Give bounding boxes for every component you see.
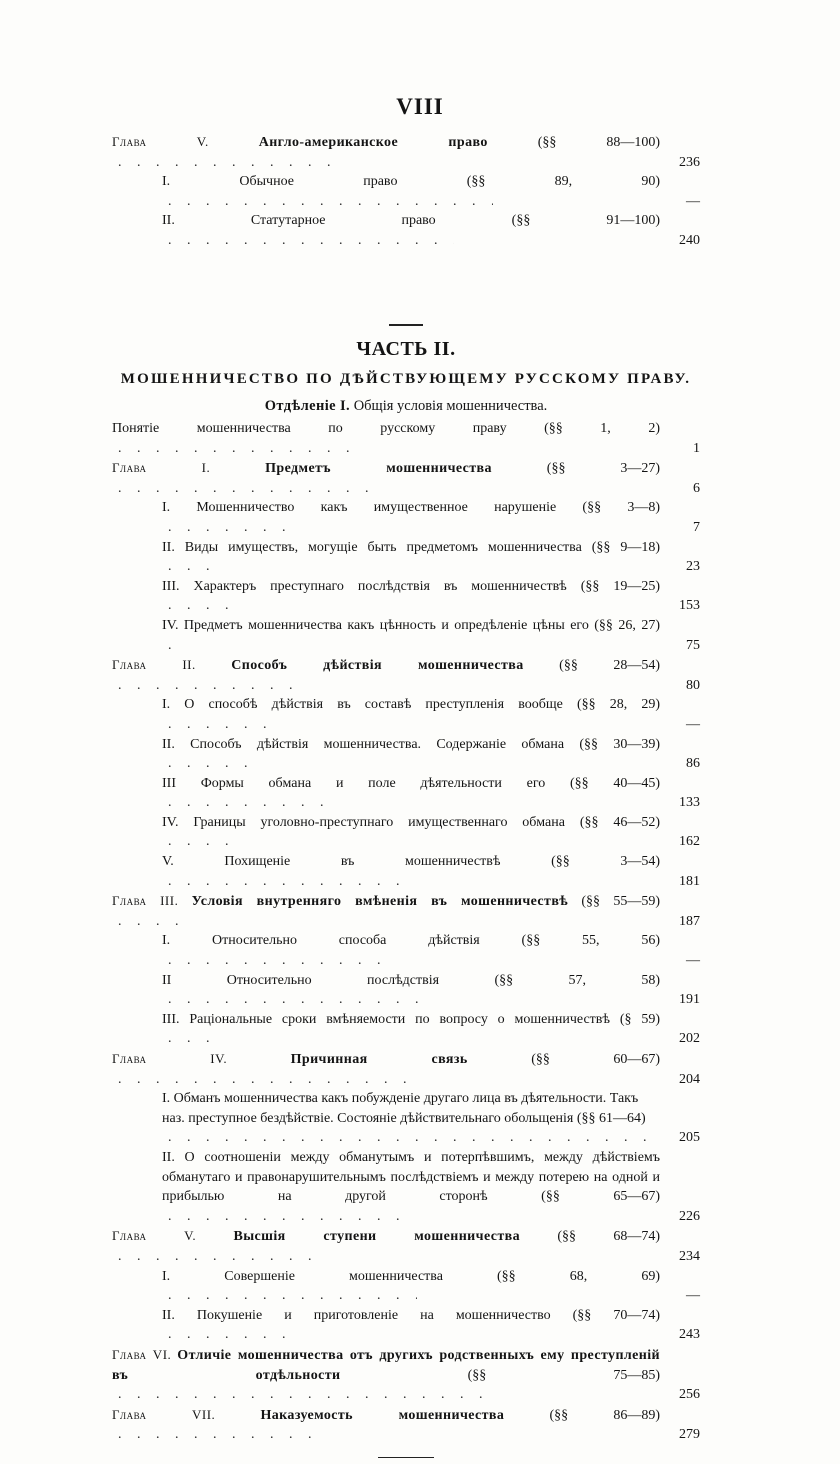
entry-text: Раціональные сроки вмѣняемости по вопросу о мошенничествѣ (§ 59)	[189, 1011, 661, 1027]
page-ref: 240	[679, 232, 700, 248]
section-title-label: Отдѣленіе I.	[264, 398, 351, 414]
dot-leader	[112, 439, 352, 459]
entry-text: (§§ 75—85)	[340, 1367, 661, 1383]
section-number: III	[162, 775, 176, 791]
page-ref: 256	[679, 1387, 700, 1403]
entry-text: Формы обмана и поле дѣятельности его (§§ 40—45)	[200, 775, 660, 791]
page-ref: 204	[679, 1071, 700, 1087]
dot-leader	[162, 192, 493, 212]
entry-text: Совершеніе мошенничества (§§ 68, 69)	[224, 1268, 661, 1284]
toc-entry	[112, 498, 700, 537]
dot-leader	[112, 912, 192, 932]
entry-text: (§§ 68—74)	[519, 1229, 661, 1245]
entry-text: (§§ 88—100)	[487, 135, 661, 150]
chapter-label: Глава VI.	[112, 1346, 172, 1362]
page-ref: 162	[679, 834, 700, 850]
entry-text: Характеръ преступнаго послѣдствія въ мошенничествѣ (§§ 19—25)	[193, 578, 660, 594]
entry-text: Относительно способа дѣйствія (§§ 55, 56)	[212, 933, 661, 949]
page-ref: 202	[679, 1031, 700, 1047]
page-ref: 205	[679, 1130, 700, 1146]
page-ref: 187	[679, 913, 700, 929]
toc-entry	[112, 852, 700, 891]
toc-entry	[112, 1089, 700, 1148]
dot-leader	[162, 1029, 221, 1049]
dot-leader	[112, 479, 371, 499]
section-number: II.	[162, 736, 175, 752]
toc-entry	[112, 1148, 700, 1226]
part-title: ЧАСТЬ II.	[356, 338, 456, 360]
page-ref: 243	[679, 1327, 700, 1343]
chapter-label: Глава V.	[112, 134, 209, 149]
dot-leader	[162, 231, 454, 251]
dot-leader	[162, 1325, 294, 1345]
toc-entry	[112, 891, 700, 931]
dot-leader	[162, 715, 270, 735]
toc-entry	[112, 458, 700, 498]
chapter-label: Глава V.	[112, 1228, 197, 1244]
section-number: I.	[162, 500, 171, 516]
entry-text: Способъ дѣйствія мошенничества. Содержаніе обмана (§§ 30—39)	[190, 736, 660, 752]
dot-leader	[162, 832, 232, 852]
chapter-label: Глава I.	[112, 460, 211, 476]
section-title-text: Общія условія мошенничества.	[350, 398, 548, 414]
dot-leader	[162, 596, 237, 616]
section-number: I.	[162, 174, 171, 190]
entry-text: Мошенничество какъ имущественное нарушеніе (§§ 3—8)	[196, 500, 660, 516]
dot-leader	[112, 676, 306, 696]
entry-text: (§§ 28—54)	[523, 658, 661, 674]
dot-leader	[162, 872, 400, 892]
toc-entry	[112, 172, 700, 211]
toc-entry	[112, 616, 700, 655]
section-number: III.	[162, 1011, 180, 1027]
page-ref: 1	[693, 440, 700, 456]
chapter-title: Причинная связь	[290, 1052, 468, 1067]
section-number: IV.	[162, 617, 179, 633]
entry-text: Обманъ мошенничества какъ побужденіе другаго лица въ дѣятельности. Такъ наз. преступное бездѣйствіе. Состояніе дѣйствительнаго обольщенія (§§ 61—64)	[162, 1091, 646, 1126]
entry-text: Похищеніе въ мошенничествѣ (§§ 3—54)	[224, 854, 660, 870]
chapter-title: Англо-американское право	[258, 135, 488, 150]
toc-entry	[112, 538, 700, 577]
dot-leader	[112, 1247, 317, 1267]
dot-leader	[162, 557, 216, 577]
entry-text: О соотношеніи между обманутымъ и потерпѣвшимъ, между дѣйствіемъ обманутаго и правонарушительнымъ послѣдствіемъ и между потерею на одной и прибылью на другой сторонѣ (§§ 65—67)	[162, 1149, 660, 1205]
entry-text: Предметъ мошенничества какъ цѣнность и опредѣленіе цѣны его (§§ 26, 27)	[183, 617, 660, 633]
page-ref: 279	[679, 1427, 700, 1443]
dot-leader	[162, 518, 300, 538]
toc-entry	[112, 695, 700, 734]
toc-entry	[112, 931, 700, 970]
separator-rule	[389, 324, 423, 326]
entry-text: Виды имуществъ, могущіе быть предметомъ мошенничества (§§ 9—18)	[184, 539, 661, 555]
dot-leader	[112, 1425, 322, 1445]
chapter-label: Глава IV.	[112, 1051, 228, 1066]
page-ref: 75	[686, 637, 700, 653]
part-subtitle: МОШЕННИЧЕСТВО ПО ДѢЙСТВУЮЩЕМУ РУССКОМУ ПРАВУ.	[120, 371, 692, 387]
toc-entry	[112, 132, 700, 172]
dot-leader	[162, 1207, 414, 1227]
entry-text: Границы уголовно-преступнаго имущественнаго обмана (§§ 46—52)	[193, 814, 661, 830]
dot-leader	[162, 1128, 660, 1148]
entry-text: (§§ 60—67)	[467, 1052, 661, 1067]
toc-main	[112, 317, 700, 1464]
dot-leader	[112, 1070, 414, 1090]
chapter-label: Глава VII.	[112, 1406, 216, 1422]
section-number: II.	[162, 1307, 175, 1323]
end-rule	[378, 1457, 434, 1458]
page-ref: 7	[693, 519, 700, 535]
section-number: II.	[162, 213, 175, 229]
toc-entry	[112, 1405, 700, 1445]
toc-entry	[112, 1226, 700, 1266]
toc-entry	[112, 1306, 700, 1345]
page-ref: —	[686, 953, 700, 969]
toc-entry	[112, 577, 700, 616]
toc-entry	[112, 1345, 700, 1405]
toc-entry	[112, 813, 700, 852]
section-number: II	[162, 972, 172, 988]
section-number: V.	[162, 854, 174, 870]
page-ref: —	[686, 193, 700, 209]
entry-text: (§§ 86—89)	[504, 1407, 660, 1423]
chapter-title: Высшія ступени мошенничества	[233, 1229, 520, 1245]
section-number: I.	[162, 1268, 171, 1284]
entry-text: (§§ 55—59)	[568, 894, 661, 910]
toc-top	[112, 132, 700, 251]
section-number: III.	[162, 578, 180, 594]
chapter-title: Предметъ мошенничества	[265, 461, 492, 477]
entry-text: Покушеніе и приготовленіе на мошенничество (§§ 70—74)	[196, 1307, 660, 1323]
page-ref: 133	[679, 795, 700, 811]
section-number: II.	[162, 1149, 175, 1165]
toc-entry	[112, 1049, 700, 1089]
page-ref: 181	[679, 873, 700, 889]
dot-leader	[162, 1286, 417, 1306]
chapter-label: Глава III.	[112, 893, 179, 909]
page-ref: 86	[686, 756, 700, 772]
toc-entry	[112, 774, 700, 813]
section-number: I.	[162, 697, 171, 713]
page-ref: 6	[693, 480, 700, 496]
page-ref: 191	[679, 992, 700, 1008]
entry-text: Понятіе мошенничества по русскому праву (§§ 1, 2)	[112, 421, 660, 436]
page-ref: 153	[679, 598, 700, 614]
toc-entries	[112, 419, 700, 1445]
page-ref: —	[686, 1288, 700, 1304]
chapter-title: Наказуемость мошенничества	[260, 1407, 505, 1423]
chapter-label: Глава II.	[112, 657, 196, 673]
page-ref: 80	[686, 677, 700, 693]
toc-entry	[112, 735, 700, 774]
entry-text: О способѣ дѣйствія въ составѣ преступленія вообще (§§ 28, 29)	[184, 697, 660, 713]
dot-leader	[162, 990, 423, 1010]
page-ref: 234	[679, 1248, 700, 1264]
page-number: VIII	[396, 94, 444, 119]
entry-text: Статутарное право (§§ 91—100)	[250, 213, 661, 229]
section-number: I.	[162, 933, 171, 949]
page-ref: 23	[686, 559, 700, 575]
toc-entry	[112, 211, 700, 250]
dot-leader	[162, 754, 247, 774]
section-number: II.	[162, 539, 175, 555]
entry-text: Обычное право (§§ 89, 90)	[239, 174, 660, 190]
dot-leader	[162, 636, 185, 656]
dot-leader	[162, 793, 334, 813]
chapter-title: Условія внутренняго вмѣненія въ мошенничествѣ	[191, 894, 569, 910]
toc-entry	[112, 1010, 700, 1049]
entry-text: (§§ 3—27)	[491, 461, 660, 477]
page-ref: 236	[679, 154, 700, 170]
page-ref: —	[686, 716, 700, 732]
section-number: IV.	[162, 814, 179, 830]
toc-entry	[112, 419, 700, 458]
page-ref: 226	[679, 1208, 700, 1224]
chapter-title: Способъ дѣйствія мошенничества	[231, 658, 524, 674]
section-number: I.	[162, 1091, 171, 1107]
section-title	[112, 398, 700, 415]
dot-leader	[112, 1385, 485, 1405]
toc-entry	[112, 655, 700, 695]
toc-entry	[112, 971, 700, 1010]
dot-leader	[162, 951, 394, 971]
toc-entry	[112, 1267, 700, 1306]
dot-leader	[112, 153, 346, 173]
entry-text: Относительно послѣдствія (§§ 57, 58)	[226, 972, 660, 988]
chapter-title: Отличіе мошенничества отъ другихъ родственныхъ ему преступленій въ отдѣльности	[112, 1347, 660, 1383]
